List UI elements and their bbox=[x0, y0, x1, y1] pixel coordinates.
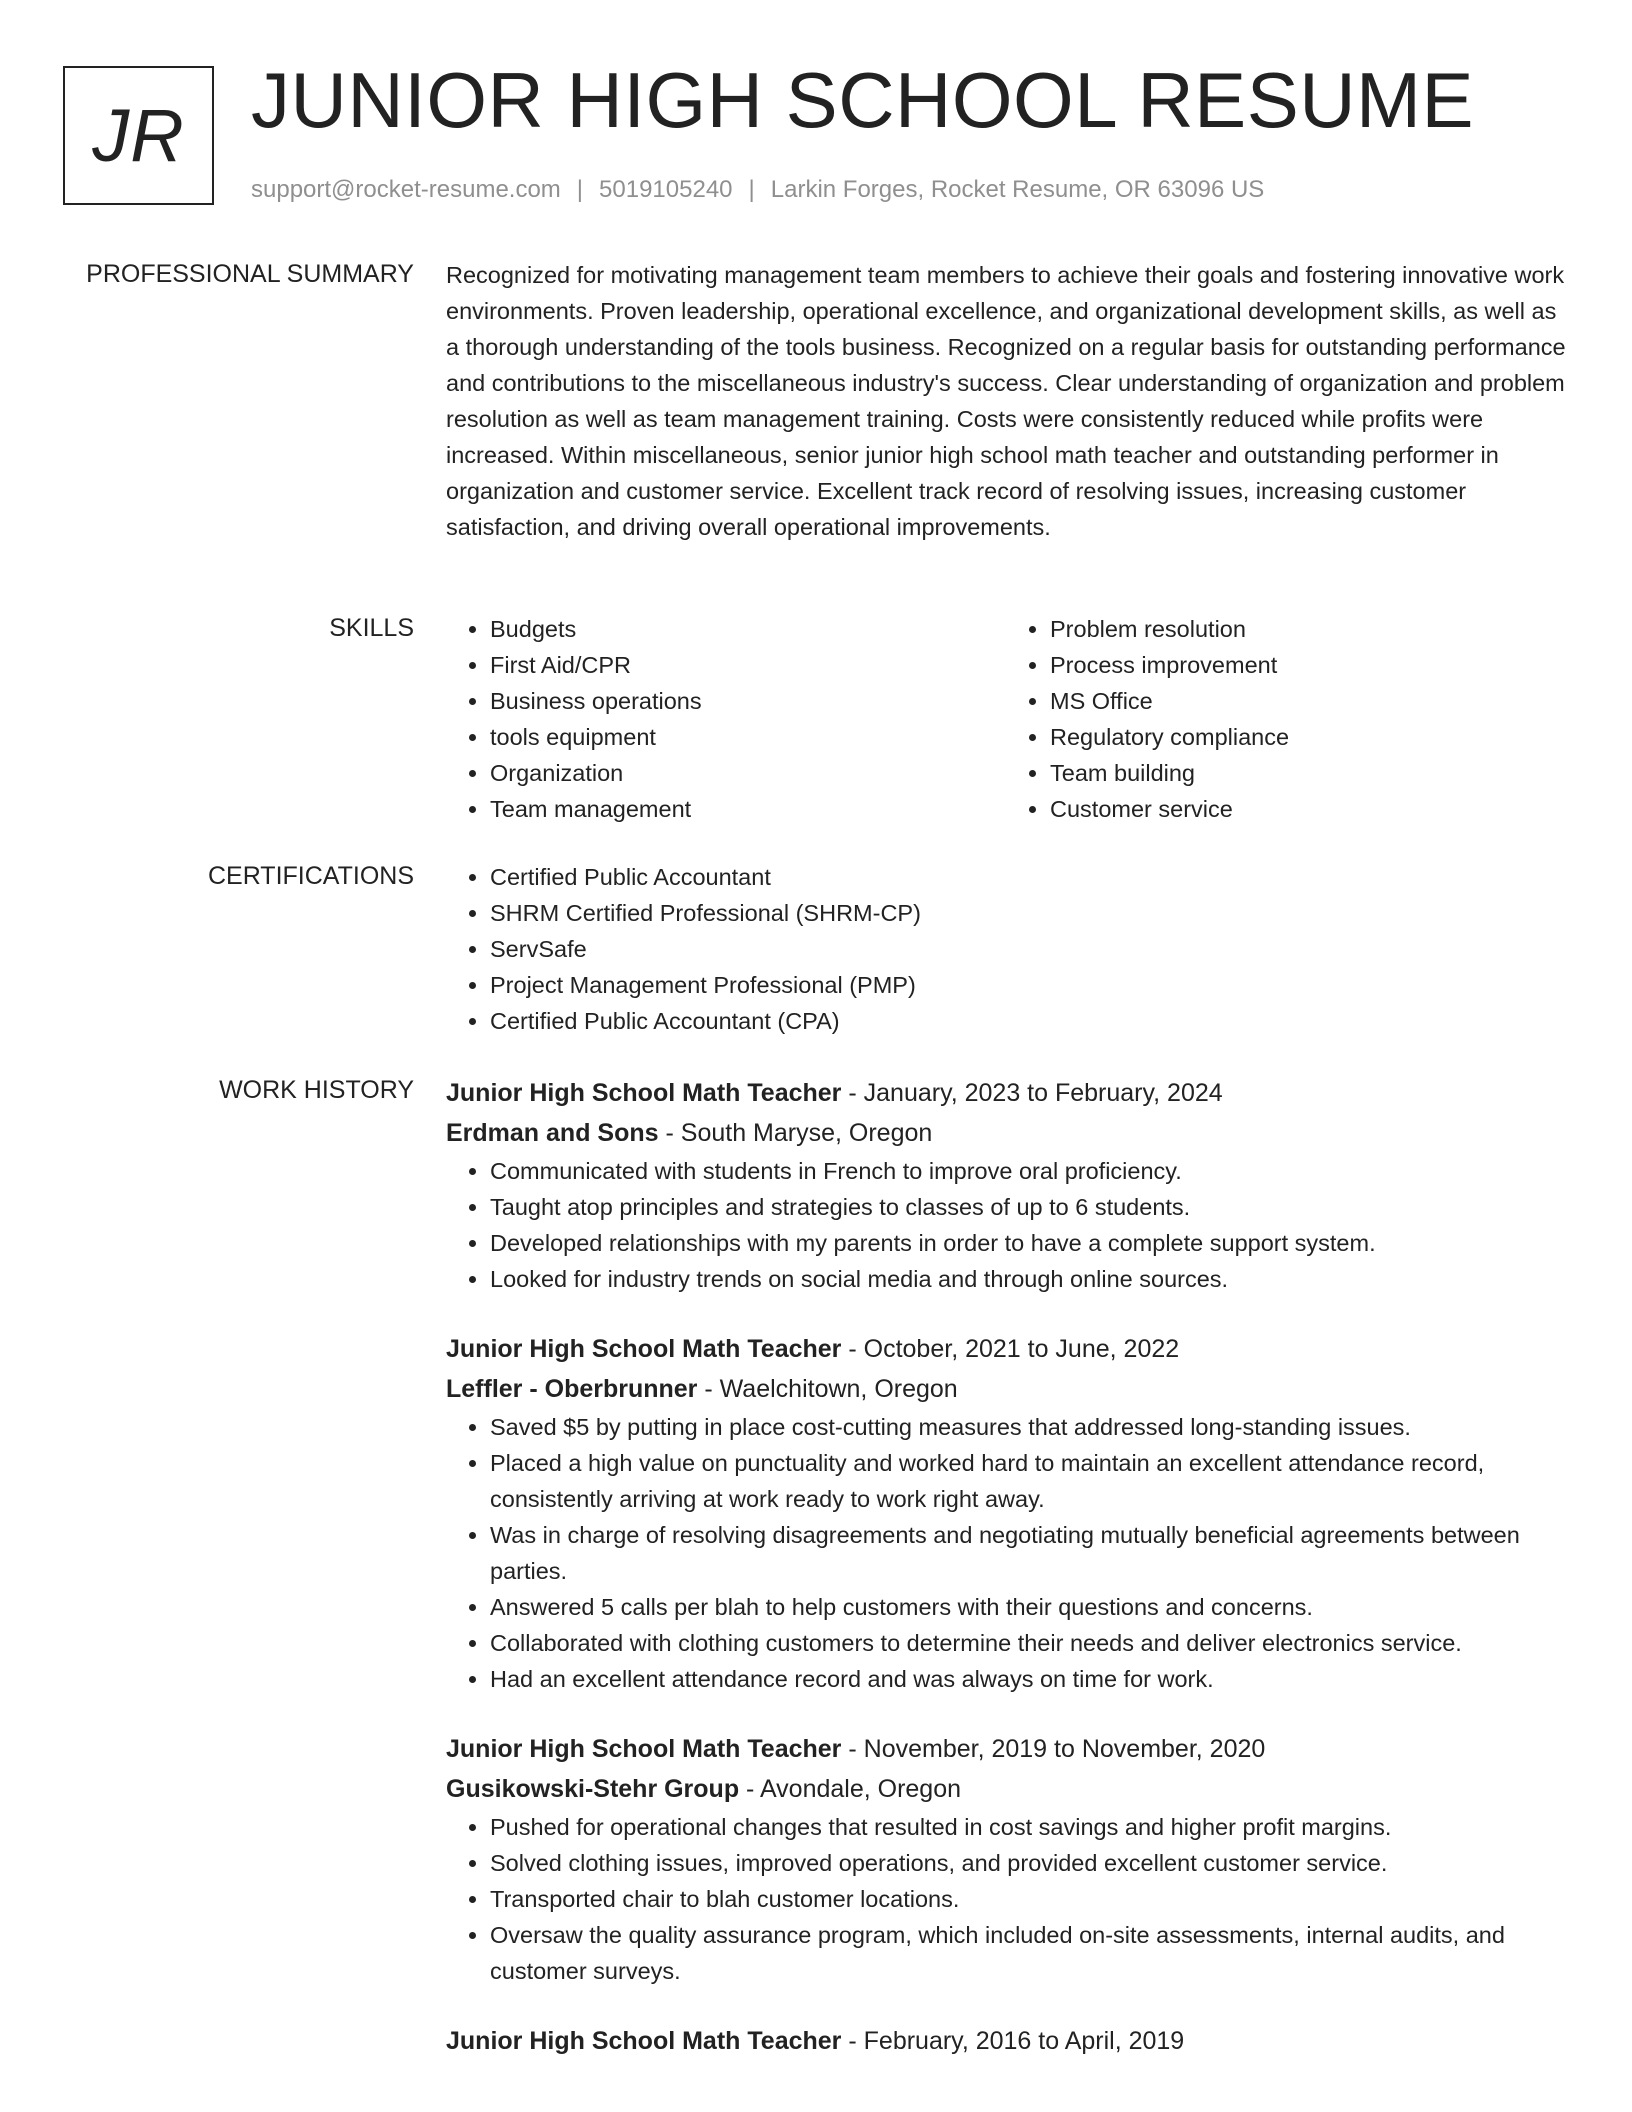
skills-list-left bbox=[446, 611, 1006, 827]
job-title-line bbox=[446, 2021, 1566, 2061]
job-duty: • Oversaw the quality assurance program, which included on-site assessments, internal audits, and customer surveys. bbox=[490, 1917, 1566, 1989]
job-title-line bbox=[446, 1329, 1566, 1369]
contact-email: support@rocket-resume.com bbox=[251, 176, 561, 203]
skill-item: • Problem resolution bbox=[1050, 611, 1566, 647]
certifications-body bbox=[446, 859, 1566, 1039]
skill-item: • Process improvement bbox=[1050, 647, 1566, 683]
job-location: - Avondale, Oregon bbox=[739, 1775, 962, 1803]
certification-item: • Certified Public Accountant bbox=[490, 859, 1566, 895]
job-duties-list bbox=[446, 1409, 1566, 1697]
section-label-summary: PROFESSIONAL SUMMARY bbox=[86, 260, 414, 288]
job-company: Gusikowski-Stehr Group bbox=[446, 1775, 740, 1803]
job-duties-list bbox=[446, 1809, 1566, 1989]
job-duty: • Transported chair to blah customer locations. bbox=[490, 1881, 1566, 1917]
job-title-line bbox=[446, 1073, 1566, 1113]
job-title-line bbox=[446, 1729, 1566, 1769]
job-duty: • Communicated with students in French to improve oral proficiency. bbox=[490, 1153, 1566, 1189]
certification-item: • SHRM Certified Professional (SHRM-CP) bbox=[490, 895, 1566, 931]
job-duty: • Had an excellent attendance record and was always on time for work. bbox=[490, 1661, 1566, 1697]
job-duty: • Developed relationships with my parents in order to have a complete support system. bbox=[490, 1225, 1566, 1261]
summary-text: Recognized for motivating management team members to achieve their goals and fostering innovative work environments. Proven leadership, operational excellence, and organizational development skills, as well as a thorough understanding of the tools business. Recognized on a regular basis for outstanding performance and contributions to the miscellaneous industry's success. Clear understanding of organization and problem resolution as well as team management training. Costs were consistently reduced while profits were increased. Within miscellaneous, senior junior high school math teacher and outstanding performer in organization and customer service. Excellent track record of resolving issues, increasing customer satisfaction, and driving overall operational improvements. bbox=[446, 262, 1566, 540]
job-entry bbox=[446, 1729, 1566, 1989]
job-duty: • Was in charge of resolving disagreements and negotiating mutually beneficial agreements between parties. bbox=[490, 1517, 1566, 1589]
certifications-list bbox=[446, 859, 1566, 1039]
contact-line bbox=[251, 174, 1264, 206]
job-company-line bbox=[446, 1769, 1566, 1809]
section-label-work-history: WORK HISTORY bbox=[219, 1076, 414, 1104]
skills-list-right bbox=[1006, 611, 1566, 827]
job-entry bbox=[446, 1073, 1566, 1297]
job-duty: • Placed a high value on punctuality and worked hard to maintain an excellent attendance record, consistently arriving at work ready to work right away. bbox=[490, 1445, 1566, 1517]
job-duty: • Pushed for operational changes that resulted in cost savings and higher profit margins. bbox=[490, 1809, 1566, 1845]
skill-item: • Organization bbox=[490, 755, 1006, 791]
job-entry bbox=[446, 1329, 1566, 1697]
contact-address: Larkin Forges, Rocket Resume, OR 63096 US bbox=[770, 176, 1265, 203]
job-company: Erdman and Sons bbox=[446, 1119, 659, 1147]
job-company-line bbox=[446, 1113, 1566, 1153]
skills-body bbox=[446, 611, 1566, 827]
job-dates: - January, 2023 to February, 2024 bbox=[841, 1079, 1223, 1107]
skill-item: • Business operations bbox=[490, 683, 1006, 719]
section-label-skills: SKILLS bbox=[329, 614, 414, 642]
job-duty: • Collaborated with clothing customers to determine their needs and deliver electronics service. bbox=[490, 1625, 1566, 1661]
job-title: Junior High School Math Teacher bbox=[446, 2027, 842, 2055]
certification-item: • Project Management Professional (PMP) bbox=[490, 967, 1566, 1003]
job-dates: - October, 2021 to June, 2022 bbox=[841, 1335, 1180, 1363]
job-duty: • Taught atop principles and strategies to classes of up to 6 students. bbox=[490, 1189, 1566, 1225]
certification-item: • ServSafe bbox=[490, 931, 1566, 967]
skill-item: • Team building bbox=[1050, 755, 1566, 791]
job-dates: - November, 2019 to November, 2020 bbox=[841, 1735, 1266, 1763]
skill-item: • Budgets bbox=[490, 611, 1006, 647]
monogram-initials: JR bbox=[92, 94, 185, 177]
contact-separator: | bbox=[576, 176, 584, 203]
skill-item: • MS Office bbox=[1050, 683, 1566, 719]
job-company: Leffler - Oberbrunner bbox=[446, 1375, 698, 1403]
certification-item: • Certified Public Accountant (CPA) bbox=[490, 1003, 1566, 1039]
skill-item: • tools equipment bbox=[490, 719, 1006, 755]
work-history-body bbox=[446, 1073, 1566, 2093]
contact-separator: | bbox=[748, 176, 755, 203]
skill-item: • Regulatory compliance bbox=[1050, 719, 1566, 755]
resume-title: JUNIOR HIGH SCHOOL RESUME bbox=[251, 56, 1475, 144]
job-duty: • Answered 5 calls per blah to help customers with their questions and concerns. bbox=[490, 1589, 1566, 1625]
job-dates: - February, 2016 to April, 2019 bbox=[841, 2027, 1185, 2055]
skill-item: • Team management bbox=[490, 791, 1006, 827]
job-title: Junior High School Math Teacher bbox=[446, 1335, 842, 1363]
job-duty: • Saved $5 by putting in place cost-cutting measures that addressed long-standing issues. bbox=[490, 1409, 1566, 1445]
summary-body bbox=[446, 257, 1566, 545]
job-duty: • Solved clothing issues, improved operations, and provided excellent customer service. bbox=[490, 1845, 1566, 1881]
skill-item: • Customer service bbox=[1050, 791, 1566, 827]
job-duty: • Looked for industry trends on social media and through online sources. bbox=[490, 1261, 1566, 1297]
monogram-logo bbox=[63, 66, 214, 205]
job-entry bbox=[446, 2021, 1566, 2061]
job-location: - South Maryse, Oregon bbox=[658, 1119, 933, 1147]
contact-phone: 5019105240 bbox=[599, 176, 733, 203]
section-label-certifications: CERTIFICATIONS bbox=[207, 862, 414, 890]
job-title: Junior High School Math Teacher bbox=[446, 1079, 842, 1107]
job-location: - Waelchitown, Oregon bbox=[697, 1375, 958, 1403]
job-company-line bbox=[446, 1369, 1566, 1409]
job-duties-list bbox=[446, 1153, 1566, 1297]
skill-item: • First Aid/CPR bbox=[490, 647, 1006, 683]
job-title: Junior High School Math Teacher bbox=[446, 1735, 842, 1763]
